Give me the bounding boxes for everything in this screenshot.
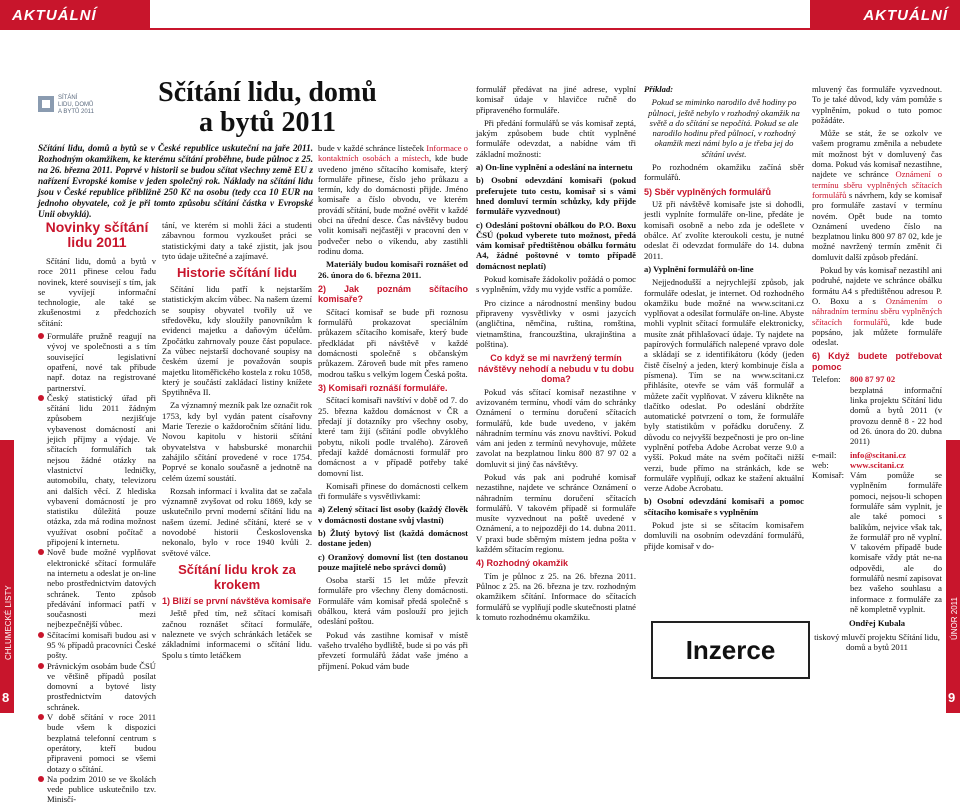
option-b-heading: b) Osobní odevzdání komisaři a pomoc sčítacího komisaře s vyplněním: [644, 496, 804, 517]
step-3-heading: 3) Komisaři roznáší formuláře.: [318, 382, 448, 393]
heading-novinky: Novinky sčítání lidu 2011: [45, 219, 149, 250]
list-item: b) Žlutý bytový list (každá domácnost dostane jeden): [318, 528, 468, 549]
col6-p3-end: , kde bude popsáno, jak můžete formuláře odeslat.: [812, 316, 942, 348]
phone-number: 800 87 97 02: [850, 374, 896, 385]
novinky-item: [38, 712, 156, 774]
step-2-heading: 2) Jak poznám sčítacího komisaře?: [318, 283, 468, 305]
col6-paragraph-1: mluvený čas formuláře vyzvednout. To je také důvod, kdy vám pomůže s vyplněním, pokud o tuto pomoc požádáte.: [812, 84, 942, 125]
bullet-icon: [38, 776, 44, 782]
novinky-list: [38, 331, 156, 805]
novinky-item-text: Český statistický úřad při sčítání lidu 2011 žádným způsobem nezjišťuje vybavenost domácností ani jejich příjmy a výdaje. Ve sčítacích formulářích tak nejsou žádné otázky na vlastnictví ledničky, automobilu, chaty, televizoru ani dalších věcí. Z hlediska vybavení domácností je pro statistiku důležitá pouze otázka, zda má rodina možnost využívat osobní počítač a připojení k internetu.: [47, 392, 156, 548]
novinky-item-text: V době sčítání v roce 2011 bude všem k dispozici bezplatná telefonní centrum s operátory, kteří budou připraveni pomoci se všemi dotazy o sčítání.: [47, 712, 156, 774]
novinky-item-text: Nově bude možné vyplňovat elektronické sčítací formuláře na internetu a odeslat je on-line nebo prostřednictvím datových schránek. Tento způsob předávání informací patří v současnosti mezi nejbezpečnější vůbec.: [47, 547, 156, 630]
novinky-intro: Sčítání lidu, domů a bytů v roce 2011 přinese celou řadu novinek, které souvisejí s tím, jak se vyvíjejí informační technologie, ale také se zkušenostmi z předchozích sčítání:: [38, 256, 156, 328]
web-link[interactable]: www.scitani.cz: [850, 459, 904, 470]
column-1: [38, 219, 156, 805]
list-item: a) On-line vyplnění a odeslání na internetu: [476, 162, 633, 173]
census-logo: [38, 84, 150, 134]
novinky-item-text: Právnickým osobám bude ČSÚ ve většině případů posílat domovní a bytové listy prostřednictvím datových schránek.: [47, 660, 156, 712]
col6-paragraph-3: [812, 265, 942, 347]
logo-line-2: LIDU, DOMŮ: [58, 102, 94, 108]
col3-p1-end: , kde bude uvedeno jméno sčítacího komisaře, který formuláře přinese, číslo jeho průkazu a termín, kdy do domácnosti přijde. Jméno komisaře a číslo obvodu, ve kterém provádí sčítání, bude možné ověřit v každé obci na úřední desce. Čas návštěvy budou volit komisaři nejčastěji v pracovní den v podvečer nebo o víkendu, aby zastihli rodinu doma.: [318, 153, 468, 256]
column-4: [476, 84, 636, 674]
col3-paragraph-6: Osoba starší 15 let může převzít formuláře pro všechny členy domácnosti. Formuláře vám komisař předá společně s obálkou, která vám poslouží pro jejich odeslání poštou.: [318, 575, 468, 627]
col3-paragraph-1: [318, 143, 468, 256]
right-side-strip: [946, 440, 960, 713]
col2-paragraph-1: tání, ve kterém si mohli žáci a studenti zábavnou formou vyzkoušet práci se statistickými daty a také zjistit, jak jsou tyto údaje užitečné a zajímavé.: [162, 220, 312, 261]
bullet-icon: [38, 333, 44, 339]
list-item: b) Osobní odevzdání komisaři (pokud preferujete tuto cestu, komisař si s vámi hned domluví termín schůzky, kdy přijde formuláře vyzvednout): [476, 175, 636, 217]
logo-line-1: SÍTÁNÍ: [58, 95, 78, 101]
author-name: Ondřej Kubala: [848, 618, 906, 629]
section-header-right: [810, 0, 960, 30]
col2-paragraph-5: Ještě před tím, než sčítací komisaři začnou roznášet sčítací formuláře, naleznete ve svých schránkách letáček se základními informacemi o sčítání lidu. Spolu s tímto letáčkem: [162, 608, 312, 660]
example-label: Příklad:: [644, 84, 674, 94]
novinky-item-text: Na podzim 2010 se ve školách vede publice uskutečnilo tzv. Minisčí-: [47, 773, 156, 805]
col4-paragraph-3: Pokud komisaře žádokoliv požádá o pomoc s vyplněním, vždy mu vyjde vstříc a pomůže.: [476, 274, 636, 295]
step-1-heading: 1) Bliží se první návštěva komisaře: [162, 595, 312, 606]
heading-historie: Historie sčítání lidu: [177, 265, 297, 281]
col4-paragraph-5: Pokud vás sčítací komisař nezastihne v avizovaném termínu, vhodí vám do schránky Oznámení o termínu doručení sčítacích formulářů, kde bude uvedeno, v jakém náhradním termínu vás znovu navštíví. Pokud vám ani jeden z termínů nevyhovuje, můžete zavolat na bezplatnou linku 800 87 97 02 a domluvit si jiný čas návštěvy.: [476, 386, 636, 469]
novinky-item-text: Sčítacími komisaři budou asi v 95 % případů pracovníci České pošty.: [47, 629, 156, 661]
list-item: a) Zelený sčítací list osoby (každý člověk v domácnosti dostane svůj vlastní): [318, 504, 468, 525]
col4-paragraph-1: formulář předávat na jiné adrese, vyplní komisař údaje v hlavičce ručně do připraveného formuláře.: [476, 84, 636, 115]
email-link[interactable]: info@scitani.cz: [850, 449, 906, 460]
col2-paragraph-3: Za významný mezník pak lze označit rok 1753, kdy byl vydán patent císařovny Marie Terezie o každoročním sčítání lidu. Novou kapitolu v historii sčítání obyvatelstva v habsburské monarchii zahájilo sčítání provedené v roce 1754. Poprvé se konalo současně a jednotně na celém území soustátí.: [162, 400, 312, 483]
commissioner-text: Vám pomůže se vyplněním formuláře pomoci, nejsou-li schopen formuláře sám vyplnit, je ale také pomoci s balíkům, nejvice však tak, že formulář pro ně vyplní. V takovém případě bude komisaře vždy ptát ne-na odpovědi, ale do formulářů nesmí zapisovat bez vašeho souhlasu a informace z formuláře za ně kompletně vyplnit.: [850, 470, 942, 614]
article-lead: Sčítání lidu, domů a bytů se v České republice uskuteční na jaře 2011. Rozhodným okamžikem, ke kterému sčítání proběhne, bude půlnoc z 25. na 26. března 2011. Poprvé v historii se budou sčítat všechny země EU z nařízení Evropské komise v jeden společný rok. Náklady na sčítání lidu jsou v České republice přibližně 250 Kč na osobu (tedy cca 10 EUR na jednoho obyvatele, což je při tomto způsobu sčítání částka v Evropské Unii obvyklá).: [38, 143, 313, 219]
heading-krok-za-krokem: Sčítání lidu krok za krokem: [178, 561, 296, 592]
section-label-right: AKTUÁLNÍ: [863, 6, 948, 24]
col3-paragraph-5: Komisaři přinese do domácnosti celkem tři formuláře s vysvětlivkami:: [318, 480, 468, 502]
side-label-right: ÚNOR 2011: [950, 597, 959, 640]
col6-p2-end: s návrhem, kdy se komisař pro formuláře zastaví v termínu novém. Opět bude na tomto Oznámení uvedeno číslo na bezplatnou linku 800 97 87 02, kde je možné navržený termín změnit či domluvit další způsob předání.: [812, 189, 942, 262]
question-heading: Co když se mi navržený termín návštěvy nehodí a nebudu v tu dobu doma?: [477, 353, 634, 385]
return-options-list: [476, 162, 636, 271]
col6-paragraph-2: [812, 128, 942, 262]
bullet-icon: [38, 395, 44, 401]
web-row: [812, 460, 942, 470]
column-3: [318, 143, 468, 673]
novinky-item: [38, 661, 156, 712]
col5-paragraph-4: Pokud jste si se sčítacím komisařem domluvili na osobním odevzdání formulářů, přijde komisař v do-: [644, 520, 804, 551]
phone-row: [812, 374, 942, 384]
col6-p2-start: Může se stát, že se ozkolv ve vašem programu změnila a nebudete mít možnost být v domluvený čas doma. Pokud vás komisař nezastihne, najdete ve schránce: [812, 128, 942, 180]
col6-p3-start: Pokud by vás komisař nezastihl ani podruhé, najdete ve schránce obálku formátu A4 s předtištěnou adresou P. O. Boxu a s: [812, 265, 942, 306]
side-label-left: CHLUMECKÉ LISTY: [4, 585, 13, 660]
article-title: Sčítání lidu, domů a bytů 2011: [158, 77, 377, 138]
bullet-icon: [38, 663, 44, 669]
list-item: c) Odeslání poštovní obálkou do P.O. Boxu ČSÚ (pokud vyberete tuto možnost, předá vám komisař předtištěnou obálku formátu A4, žádné poštovné v tomto případě domácnost neplatí): [476, 219, 636, 271]
left-side-strip: [0, 440, 14, 713]
bullet-icon: [38, 549, 44, 555]
web-label: web:: [812, 459, 829, 470]
page-number-right: 9: [948, 690, 956, 705]
col4-paragraph-6: Pokud vás pak ani podruhé komisař nezastihne, najdete ve schránce Oznámení o náhradním termínu doručení sčítacích formulářů. V takovém případě si formuláře musíte vyzvednout na poště uvedené v Oznámení, a to nejpozději do 14. dubna 2011. V praxi bude sběrným místem jedna pošta v každém sčítacím regionu.: [476, 472, 636, 555]
distribution-dates: Materiály budou komisaři roznášet od 26. února do 6. března 2011.: [318, 259, 468, 280]
step-6-heading: 6) Když budete potřebovat pomoc: [812, 351, 942, 372]
column-6: [812, 84, 942, 652]
email-label: e-mail:: [812, 449, 837, 460]
step-5-heading: 5) Sběr vyplněných formulářů: [644, 186, 772, 197]
novinky-item: [38, 630, 156, 661]
col4-paragraph-4: Pro cizince a národnostní menšiny budou připraveny vysvětlivky v osmi jazycích (angličtina, němčina, ruština, romština, vietnamština, francouzština, ukrajinština a polština).: [476, 297, 636, 349]
example-text: Pokud se miminko narodilo dvě hodiny po půlnoci, ještě nebylo v rozhodný okamžik na světě a do sčítání se nepočítá. Pokud se ale narodilo hodinu před půlnocí, v rozhodný okamžik mezi námi bylo a je třeba jej do sčítání uvést.: [648, 97, 800, 159]
column-5: [644, 84, 804, 614]
col3-p1-start: bude v každé schránce lísteček: [318, 143, 427, 153]
collection-notice: Oznámení o termínu sběru vyplněných sčítacích formulářů: [812, 169, 942, 200]
novinky-item: [38, 774, 156, 805]
col4-paragraph-2: Při předání formulářů se vás komisař zeptá, jakým způsobem bude chtít vyplněné formuláře odevzdat, a nabídne vám tři základní možnosti:: [476, 117, 636, 159]
novinky-item: [38, 393, 156, 547]
col5-paragraph-1: Po rozhodném okamžiku začíná sběr formulářů.: [644, 162, 804, 183]
novinky-item-text: Formuláře pružně reagují na vývoj ve společnosti a s tím související legislativní opatření, nové tak přibude např. dotaz na registrované partnerství.: [47, 331, 156, 393]
bullet-icon: [38, 714, 44, 720]
advertisement-box: Inzerce: [651, 621, 810, 679]
logo-line-3: A BYTŮ 2011: [58, 109, 94, 115]
logo-text: [58, 95, 94, 116]
column-2: [162, 220, 312, 670]
author-role: tiskový mluvčí projektu Sčítání lidu, domů a bytů 2011: [814, 631, 940, 652]
page-number-left: 8: [2, 690, 10, 705]
col3-paragraph-3: Sčítací komisař se bude při roznosu formulářů prokazovat speciálním průkazem sčítacího komisaře, který bude předkládat při návštěvě v každé domácnosti společně s občanským průkazem. Zároveň bude mít přes rameno modrou tašku s velkým logem Česká pošta.: [318, 306, 468, 379]
commissioner-label: Komisař:: [812, 470, 844, 481]
form-list: [318, 504, 468, 572]
bullet-icon: [38, 632, 44, 638]
email-row: [812, 450, 942, 460]
replacement-notice: Oznámením o náhradním termínu sběru vyplněných sčítacích formulářů: [812, 295, 942, 327]
section-label-left: AKTUÁLNÍ: [12, 6, 97, 24]
contact-info-leaflet: Informace o kontaktních osobách a místech: [318, 143, 468, 164]
col3-paragraph-4: Sčítací komisaři navštíví v době od 7. do 25. března každou domácnost v ČR a předají jí dotazníky pro všechny osoby, které tam žijí (sčítání podle obvyklého pobytu, nikoli podle trvalého). Zároveň předají každé domácnosti formulář pro domácnost a v případě potřeby také domovní list.: [318, 395, 468, 478]
phone-label: Telefon:: [812, 374, 841, 385]
col3-paragraph-7: Pokud vás zastihne komisař v místě vašeho trvalého bydliště, bude si po vás při převzetí formulářů žádat vaše jméno a příjmení. Pokud vám bude: [318, 629, 468, 671]
list-item: c) Oranžový domovní list (ten dostanou pouze majitelé nebo správci domů): [318, 551, 468, 572]
option-a-heading: a) Vyplnění formulářů on-line: [644, 263, 754, 274]
section-header-left: [0, 0, 150, 30]
novinky-item: [38, 547, 156, 629]
commissioner-row: [812, 470, 942, 614]
phone-description: bezplatná informační linka projektu Sčítání lidu domů a bytů 2011 (v provozu denně 8 - 22 hod od 26. února do 20. dubna 2011): [850, 384, 942, 447]
step-4-heading: 4) Rozhodný okamžik: [476, 558, 569, 569]
col5-paragraph-2: Už při návštěvě komisaře jste si dohodli, jestli vyplníte formuláře on-line, předáte je komisaři osobně a nebo zda je odešlete v obálce. Ať zvolíte kteroukoli cestu, je nutné odeslat či odevzdat formuláře do 14. dubna 2011.: [644, 199, 804, 261]
col2-paragraph-2: Sčítání lidu patří k nejstarším statistickým akcím vůbec. Na našem území se soupisy obyvatel tvořily už ve středověku, kdy sloužily panovníkům k evidenci majetku a daňovým účelům. Zpočátku zahrnovaly pouze část populace. Za vůbec nejstarší dochované soupisy na českém území je považován soupis majetku litoměřického kostela z roku 1058, který je součástí zakládací listiny knížete Spytihněva II.: [162, 284, 312, 398]
col4-paragraph-7: Tím je půlnoc z 25. na 26. března 2011. Půlnoc z 25. na 26. března je tzv. rozhodným okamžikem sčítání. Informace do sčítacích formulářů se vyplňují podle skutečnosti platné k tomuto rozhodnému okamžiku.: [476, 570, 636, 623]
col2-paragraph-4: Rozsah informací i kvalita dat se začala významně zvyšovat od roku 1869, kdy se uskutečnilo první moderní sčítání lidu na našem území. Jediné sčítání, které se v novodobé historii Československa nekonalo, bylo v roce 1940 kvůli 2. světové válce.: [162, 485, 312, 558]
novinky-item: [38, 331, 156, 393]
col5-paragraph-3: Nejjednodušší a nejrychlejší způsob, jak formuláře odeslat, je internet. Od rozhodného okamžiku bude možné na www.scitani.cz vyplňovat a odesílat formuláře on-line. Abyste mohli vyplnit sčítací formuláře elektronicky, musíte znát přihlašovací údaje. Ty najdete na papírových formulářích nalepené vpravo dole a skládají se z identifikátoru (kódy (jeden čistě číselný a jeden, který kombinuje čísla a písmena). Tím se na www.scitani.cz přihlásíte, otevře se vám váš formulář a můžete začít vyplňovat. V záveru klikněte na tlačítko odeslat. Po odeslání obdržíte automatické potvrzení o tom, že formuláře byly statistikům v pořádku doručeny. Z důvodu co nejvyšší bezpečnosti je pro on-line vyplnění potřeba Adobe Acrobat verze 9.0 a vyšší. Pokud máte na svém počítači nižší verzi, bude přímo na stránkách, kde se formuláře vyplňují, odkaz ke stažení aktuální verze Adobe Acrobatu.: [644, 277, 804, 494]
